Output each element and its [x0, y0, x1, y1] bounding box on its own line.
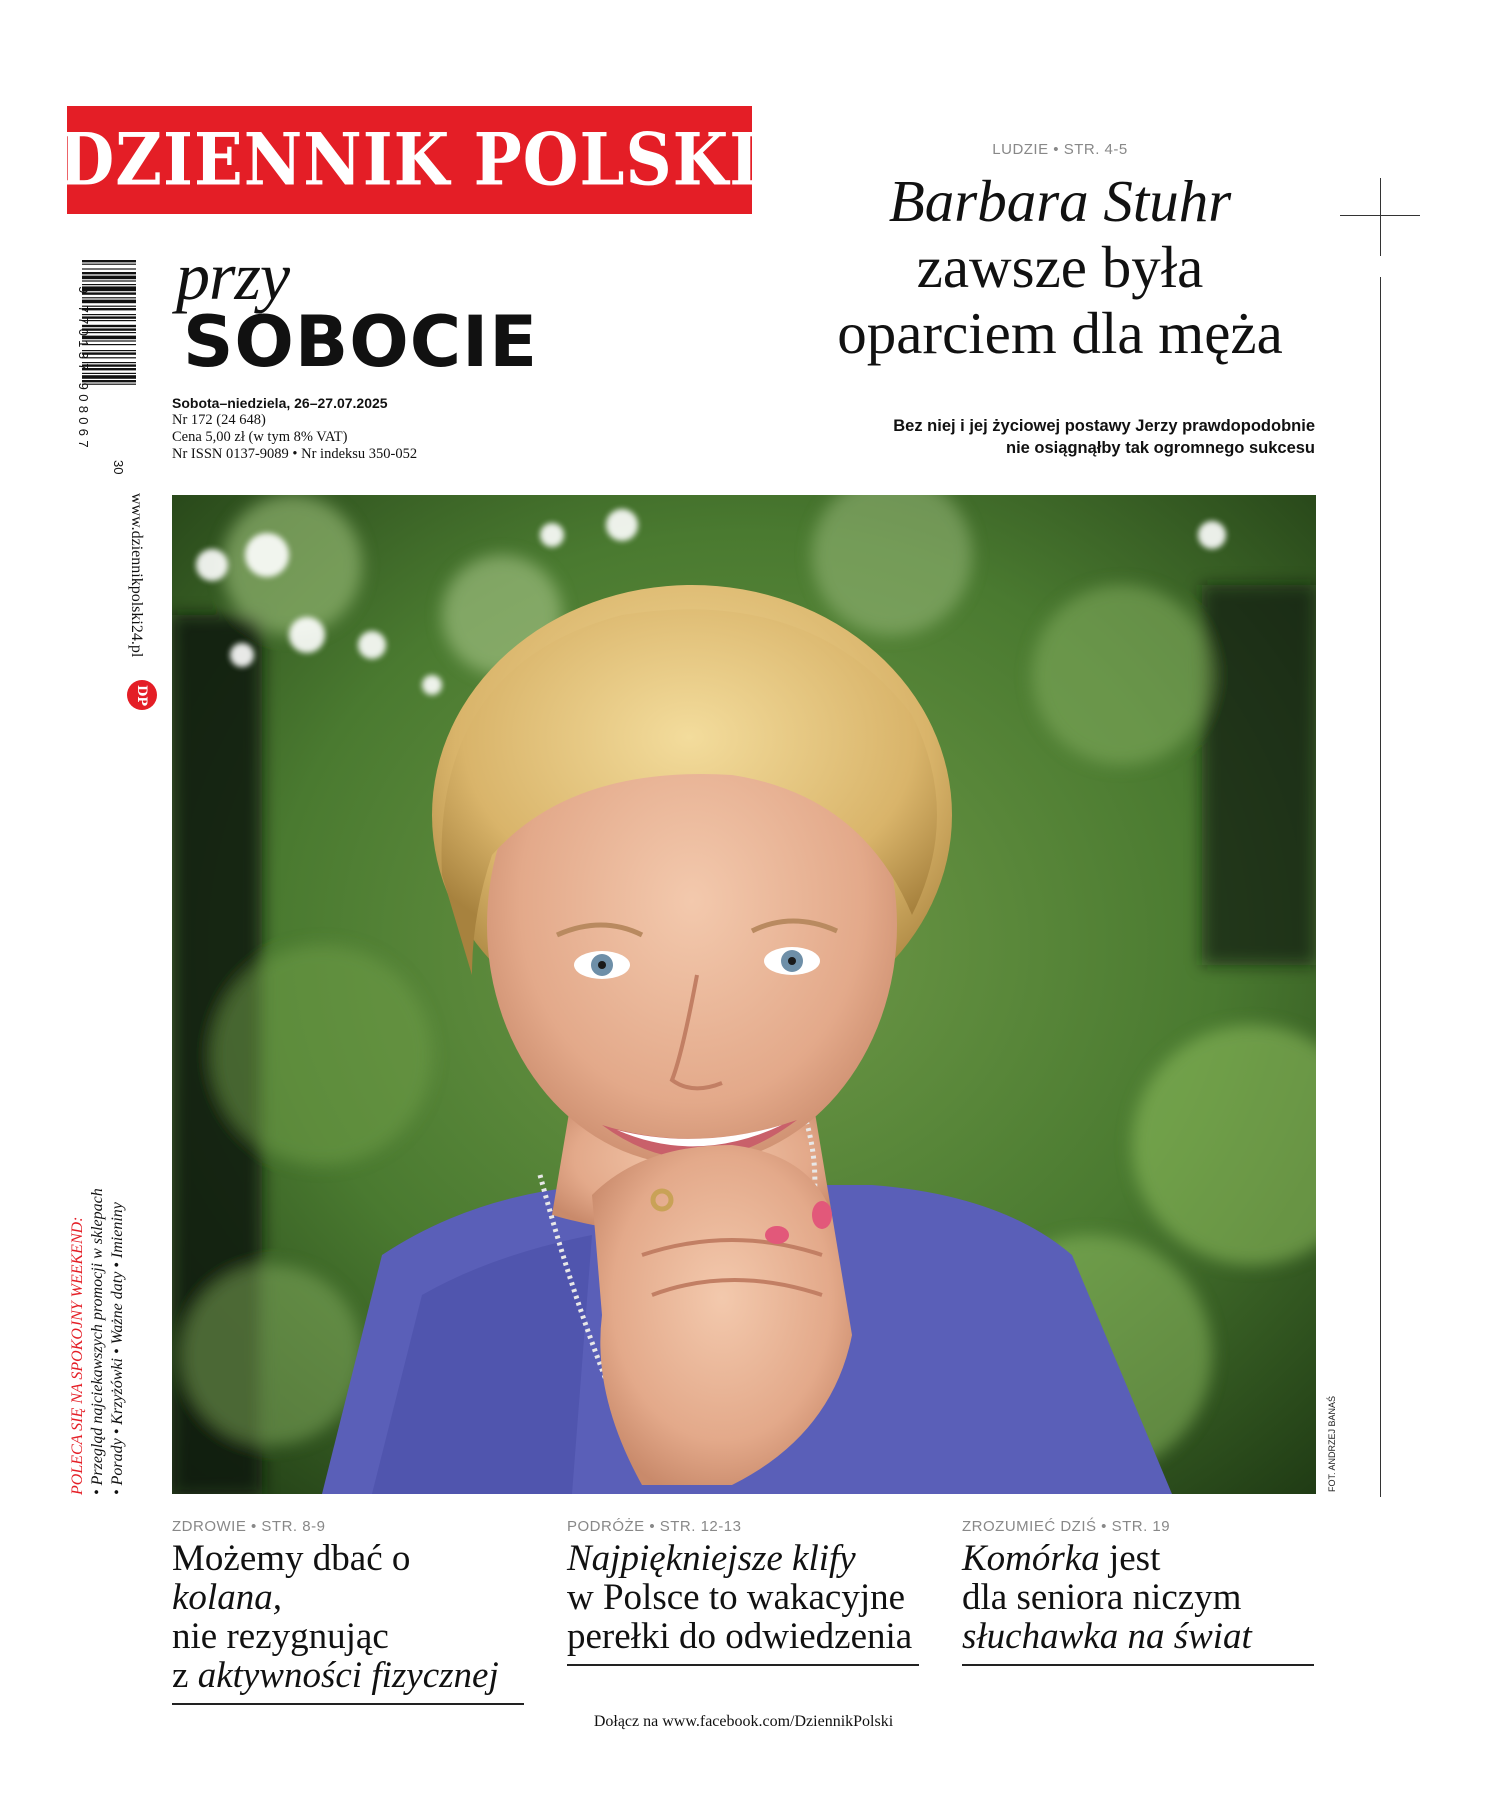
weekend-recommendation: [68, 1175, 128, 1495]
issue-number: Nr 172 (24 648): [172, 412, 266, 428]
story-understand-l1b: jest: [1099, 1538, 1161, 1579]
page-edge-line: [1380, 277, 1381, 1497]
top-story-headline[interactable]: [810, 168, 1310, 366]
story-health-l1a: Możemy dbać o: [172, 1538, 411, 1579]
story-health-l2: nie rezygnując: [172, 1616, 389, 1657]
story-travel-l1: Najpiękniejsze klify: [567, 1538, 856, 1579]
story-health-l3a: z: [172, 1655, 198, 1696]
top-story-deck-2: nie osiągnąłby tak ogromnego sukcesu: [1006, 439, 1315, 457]
top-story-tag: LUDZIE • STR. 4-5: [992, 141, 1128, 158]
story-health-l3b: aktywności fizycznej: [197, 1655, 499, 1696]
story-health[interactable]: [172, 1518, 524, 1705]
masthead-title: DZIENNIK POLSKI: [58, 118, 761, 202]
story-understand-rule: [962, 1664, 1314, 1666]
story-travel[interactable]: [567, 1518, 919, 1666]
portrait-illustration: [172, 495, 1316, 1494]
top-story-line-2: zawsze była: [916, 234, 1204, 300]
story-understand-l2: dla seniora niczym: [962, 1577, 1242, 1618]
issue-date: Sobota–niedziela, 26–27.07.2025: [172, 395, 388, 411]
story-travel-headline: [567, 1539, 919, 1656]
supplement-sobocie: SOBOCIE: [183, 301, 539, 383]
story-understand-l3: słuchawka na świat: [962, 1616, 1252, 1657]
recommend-heading: POLECA SIĘ NA SPOKOJNY WEEKEND:: [69, 1216, 86, 1495]
top-story-name: Barbara Stuhr: [888, 168, 1232, 234]
top-story-deck-1: Bez niej i jej życiowej postawy Jerzy prawdopodobnie: [893, 417, 1315, 435]
facebook-link[interactable]: Dołącz na www.facebook.com/DziennikPolski: [593, 1713, 894, 1730]
story-understand[interactable]: [962, 1518, 1314, 1666]
story-understand-tag: ZROZUMIEĆ DZIŚ • STR. 19: [962, 1518, 1171, 1535]
story-understand-headline: [962, 1539, 1314, 1656]
story-understand-l1a: Komórka: [962, 1538, 1100, 1579]
story-travel-l2: w Polsce to wakacyjne: [567, 1577, 906, 1618]
barcode-addon: 30: [111, 460, 126, 475]
barcode: [68, 250, 142, 485]
issue-price: Cena 5,00 zł (w tym 8% VAT): [172, 429, 348, 445]
top-story-deck: [820, 415, 1315, 459]
story-health-rule: [172, 1703, 524, 1705]
barcode-digits: 9 770137 908067: [76, 286, 91, 452]
issue-issn: Nr ISSN 0137-9089 • Nr indeksu 350-052: [172, 446, 418, 462]
recommend-line-2: • Porady • Krzyżówki • Ważne daty • Imieniny: [109, 1202, 126, 1495]
story-travel-rule: [567, 1664, 919, 1666]
story-health-tag: ZDROWIE • STR. 8-9: [172, 1518, 326, 1535]
story-health-headline: [172, 1539, 524, 1695]
website-url: www.dziennikpolski24.pl: [128, 493, 145, 658]
dp-logo-icon: [127, 680, 157, 710]
recommend-line-1: • Przegląd najciekawszych promocji w sklepach: [89, 1188, 106, 1495]
dp-logo-text: DP: [134, 684, 150, 706]
story-travel-l3: perełki do odwiedzenia: [567, 1616, 913, 1657]
supplement-przy: przy: [176, 238, 290, 314]
issue-info: [172, 395, 417, 463]
cover-photo: [172, 495, 1316, 1494]
crop-mark-vertical: [1380, 178, 1381, 256]
photo-credit: FOT. ANDRZEJ BANAŚ: [1327, 1395, 1337, 1492]
story-health-l1b: kolana,: [172, 1577, 282, 1618]
story-travel-tag: PODRÓŻE • STR. 12-13: [567, 1518, 742, 1535]
top-story-line-3: oparciem dla męża: [837, 300, 1283, 366]
masthead-logo: [58, 106, 761, 214]
